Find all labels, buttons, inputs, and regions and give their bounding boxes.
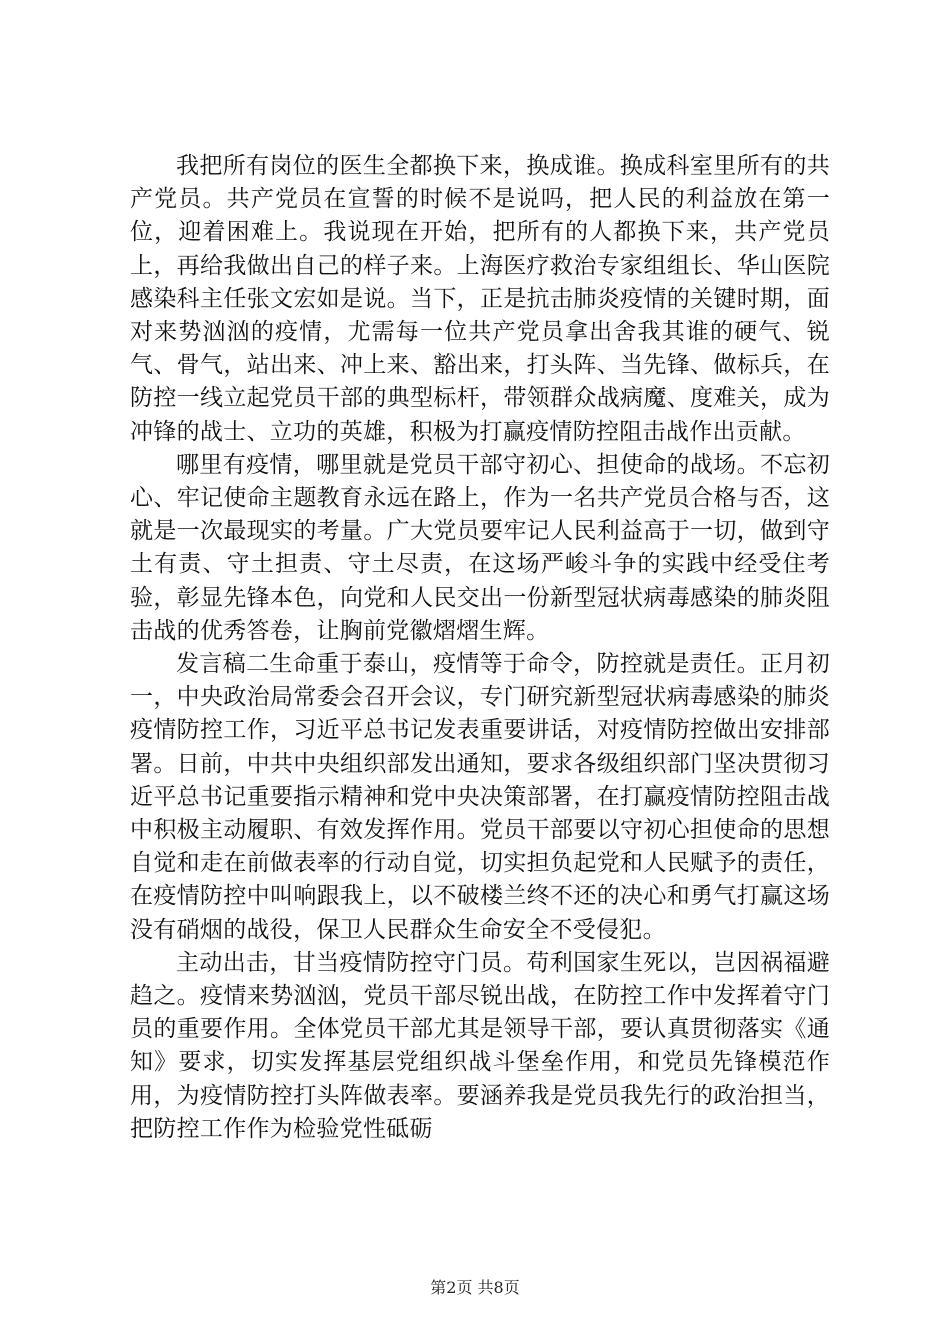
document-body bbox=[130, 150, 830, 1146]
paragraph-1: 我把所有岗位的医生全都换下来，换成谁。换成科室里所有的共产党员。共产党员在宣誓的时候不是说吗，把人民的利益放在第一位，迎着困难上。我说现在开始，把所有的人都换下来，共产党员上，再给我做出自己的样子来。上海医疗救治专家组组长、华山医院感染科主任张文宏如是说。当下，正是抗击肺炎疫情的关键时期，面对来势汹汹的疫情，尤需每一位共产党员拿出舍我其谁的硬气、锐气、骨气，站出来、冲上来、豁出来，打头阵、当先锋、做标兵，在防控一线立起党员干部的典型标杆，带领群众战病魔、度难关，成为冲锋的战士、立功的英雄，积极为打赢疫情防控阻击战作出贡献。 bbox=[130, 153, 830, 445]
paragraph-2: 哪里有疫情，哪里就是党员干部守初心、担使命的战场。不忘初心、牢记使命主题教育永远在路上，作为一名共产党员合格与否，这就是一次最现实的考量。广大党员要牢记人民利益高于一切，做到守土有责、守土担责、守土尽责，在这场严峻斗争的实践中经受住考验，彰显先锋本色，向党和人民交出一份新型冠状病毒感染的肺炎阻击战的优秀答卷，让胸前党徽熠熠生辉。 bbox=[130, 451, 830, 644]
paragraph-4: 主动出击，甘当疫情防控守门员。苟利国家生死以，岂因祸福避趋之。疫情来势汹汹，党员干部尽锐出战，在防控工作中发挥着守门员的重要作用。全体党员干部尤其是领导干部，要认真贯彻落实《通知》要求，切实发挥基层党组织战斗堡垒作用，和党员先锋模范作用，为疫情防控打头阵做表率。要涵养我是党员我先行的政治担当，把防控工作作为检验党性砥砺 bbox=[130, 949, 830, 1142]
paragraph-3: 发言稿二生命重于泰山，疫情等于命令，防控就是责任。正月初一，中央政治局常委会召开会议，专门研究新型冠状病毒感染的肺炎疫情防控工作，习近平总书记发表重要讲话，对疫情防控做出安排部署。日前，中共中央组织部发出通知，要求各级组织部门坚决贯彻习近平总书记重要指示精神和党中央决策部署，在打赢疫情防控阻击战中积极主动履职、有效发挥作用。党员干部要以守初心担使命的思想自觉和走在前做表率的行动自觉，切实担负起党和人民赋予的责任，在疫情防控中叫响跟我上，以不破楼兰终不还的决心和勇气打赢这场没有硝烟的战役，保卫人民群众生命安全不受侵犯。 bbox=[130, 651, 830, 943]
page-footer: 第2页 共8页 bbox=[430, 1278, 520, 1297]
